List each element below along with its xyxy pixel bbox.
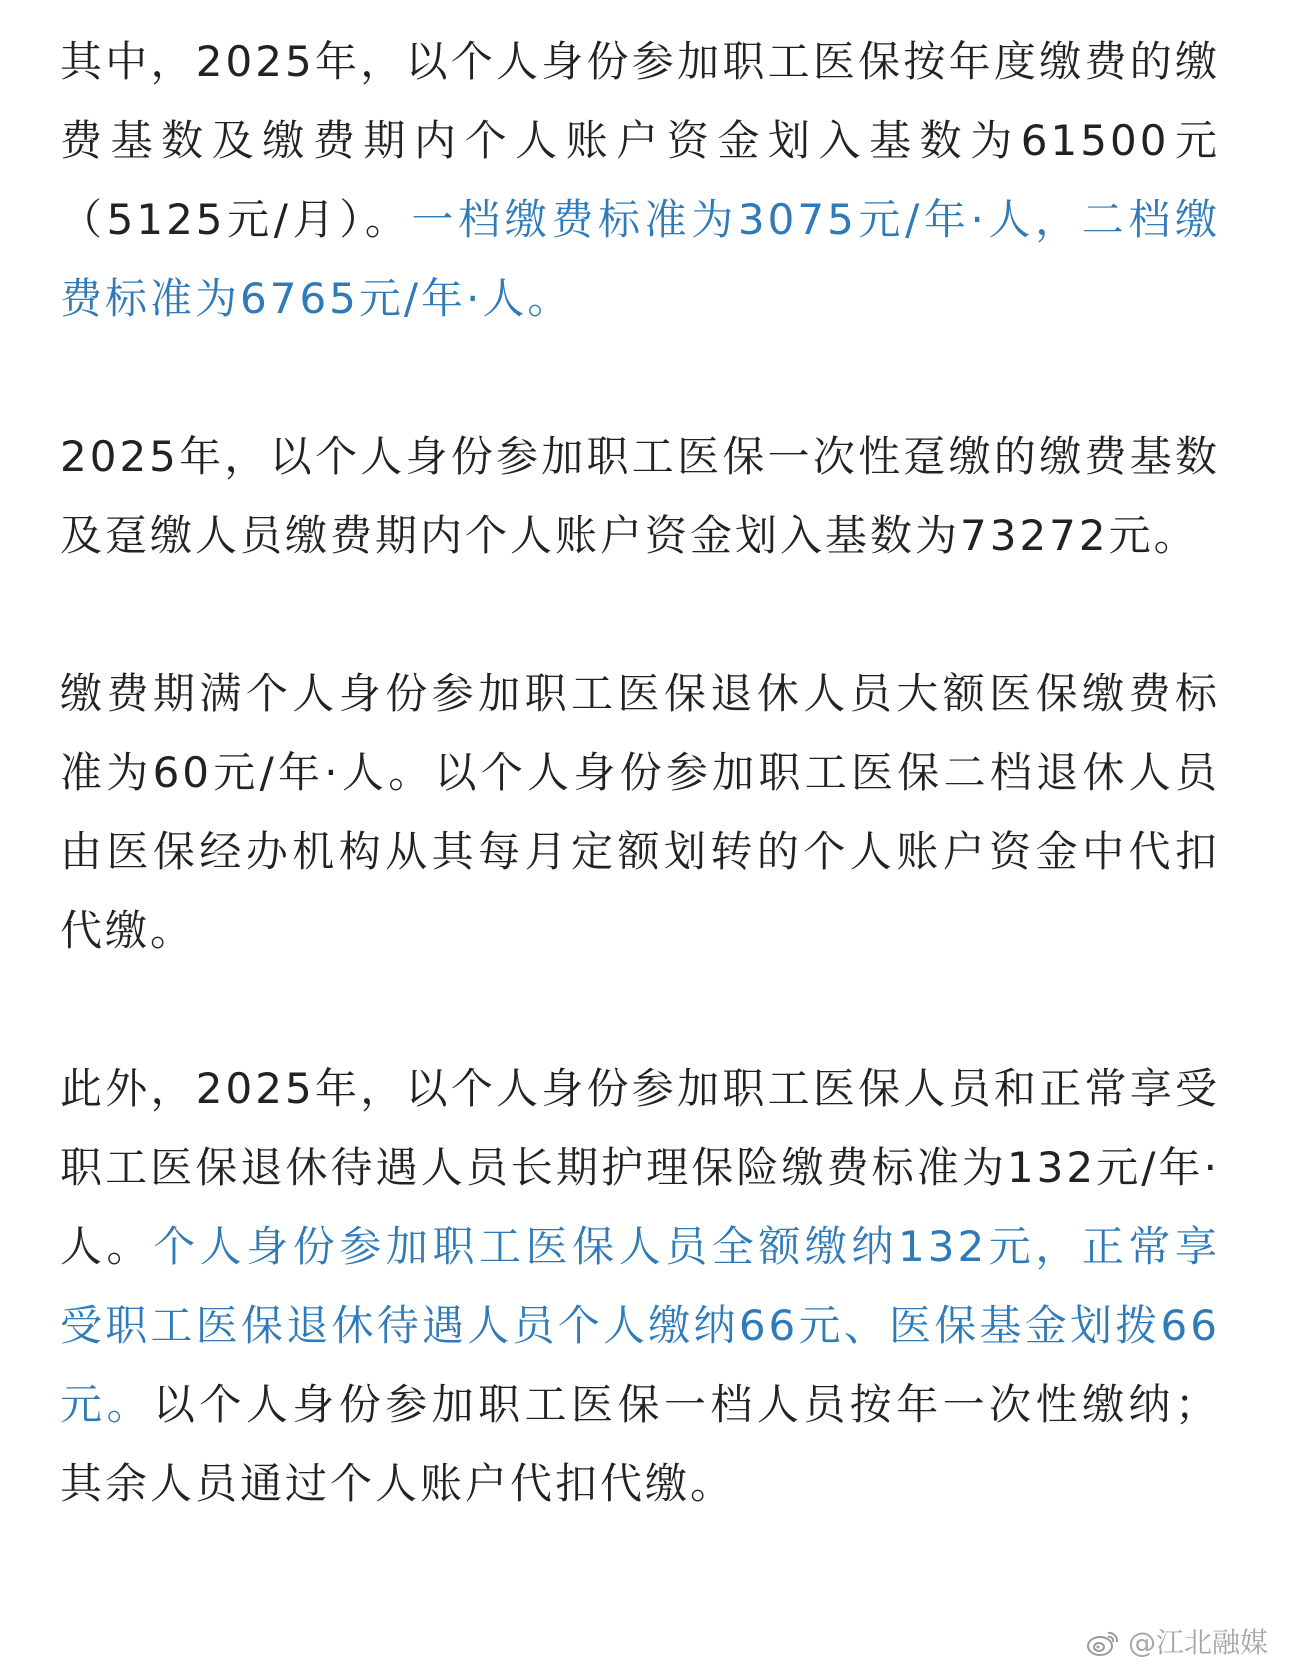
- paragraph-1-highlight: 一档缴费标准为3075元/年·人，二档缴费标准为6765元/年·人。: [60, 195, 1221, 323]
- paragraph-2: [60, 417, 1220, 575]
- paragraph-4-text-end: 以个人身份参加职工医保一档人员按年一次性缴纳；其余人员通过个人账户代扣代缴。: [60, 1380, 1220, 1508]
- article-body: [60, 22, 1220, 1523]
- paragraph-4-text: 此外，2025年，以个人身份参加职工医保人员和正常享受职工医保退休待遇人员长期护理保险缴费标准为132元/年·人。: [60, 1064, 1220, 1271]
- watermark-text: @江北融媒: [1127, 1626, 1268, 1659]
- paragraph-3: [60, 654, 1220, 970]
- paragraph-4: [60, 1049, 1220, 1523]
- watermark: [1086, 1625, 1268, 1661]
- weibo-icon: [1086, 1629, 1120, 1657]
- paragraph-4-highlight: 个人身份参加职工医保人员全额缴纳132元，正常享受职工医保退休待遇人员个人缴纳66元、医保基金划拨66元。: [60, 1222, 1220, 1429]
- paragraph-1-text: 其中，2025年，以个人身份参加职工医保按年度缴费的缴费基数及缴费期内个人账户资金划入基数为61500元（5125元/月）。: [60, 37, 1220, 244]
- paragraph-2-text: 2025年，以个人身份参加职工医保一次性趸缴的缴费基数及趸缴人员缴费期内个人账户资金划入基数为73272元。: [60, 432, 1220, 560]
- paragraph-3-text: 缴费期满个人身份参加职工医保退休人员大额医保缴费标准为60元/年·人。以个人身份参加职工医保二档退休人员由医保经办机构从其每月定额划转的个人账户资金中代扣代缴。: [60, 669, 1220, 955]
- paragraph-1: [60, 22, 1220, 338]
